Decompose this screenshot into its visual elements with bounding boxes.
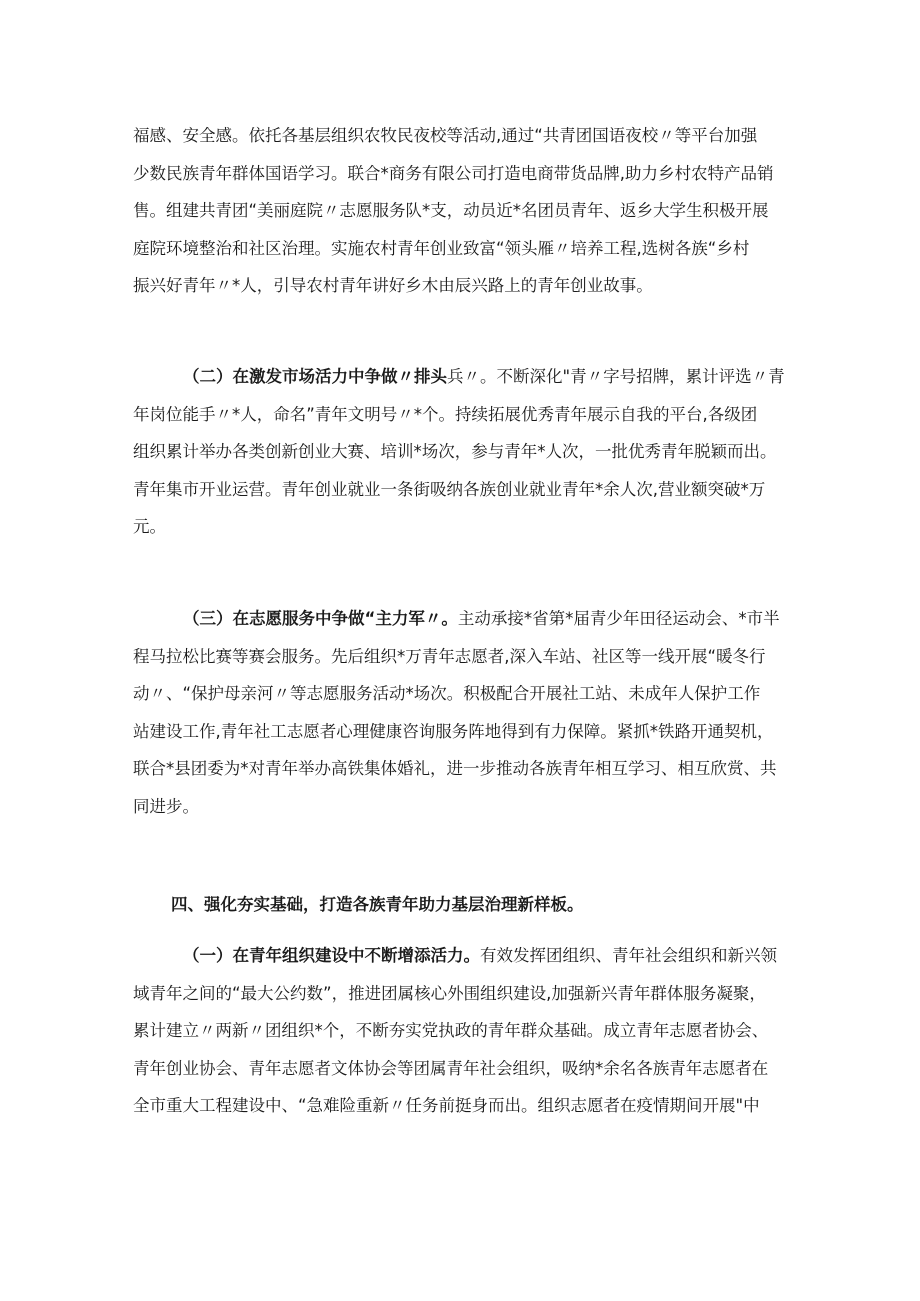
- text-line: 元。: [133, 517, 166, 536]
- section-heading: （一）在青年组织建设中不断增添活力。: [183, 946, 480, 965]
- text-line: [171, 886, 831, 924]
- chapter-heading: 四、强化夯实基础，打造各族青年助力基层治理新样板。: [171, 895, 584, 914]
- text-line: （二）在激发市场活力中争做〃排头兵〃。不断深化"青〃字号招牌，累计评选〃青: [183, 367, 785, 386]
- text-line: 域青年之间的“最大公约数”，推进团属核心外围组织建设,加强新兴青年群体服务凝聚，: [133, 983, 766, 1003]
- text-line: 同进步。: [133, 796, 199, 816]
- text-line: 组织累计举办各类创新创业大赛、培训*场次，参与青年*人次，一批优秀青年脱颖而出。: [133, 442, 777, 461]
- text-line: 动〃、“保护母亲河〃等志愿服务活动*场次。积极配合开展社工站、未成年人保护工作: [133, 684, 761, 703]
- section-heading: （三）在志愿服务中争做“主力军〃。: [183, 609, 458, 628]
- text-line: 售。组建共青团“美丽庭院〃志愿服务队*支，动员近*名团员青年、返乡大学生积极开展: [133, 201, 769, 220]
- paragraph-3-body: [133, 638, 793, 826]
- text-line: 振兴好青年〃*人，引导农村青年讲好乡木由辰兴路上的青年创业故事。: [133, 276, 653, 295]
- text-line: 青年创业协会、青年志愿者文体协会等团属青年社会组织，吸纳*余名各族青年志愿者在: [133, 1058, 769, 1078]
- text-line: 程马拉松比赛等赛会服务。先后组织*万青年志愿者,深入车站、社区等一线开展“暖冬行: [133, 646, 766, 666]
- text-line: 全市重大工程建设中、“急难险重新〃任务前挺身而出。组织志愿者在疫情期间开展"中: [133, 1096, 760, 1115]
- paragraph-1: [133, 117, 793, 305]
- paragraph-5: [183, 937, 843, 975]
- paragraph-4: [171, 886, 831, 924]
- text-line: 累计建立〃两新〃团组织*个，不断夯实党执政的青年群众基础。成立青年志愿者协会、: [133, 1021, 769, 1040]
- paragraph-5-body: [133, 975, 793, 1125]
- paragraph-2: [183, 358, 843, 396]
- section-heading: （二）在激发市场活力中争做〃排头: [183, 367, 447, 386]
- text-line: 年岗位能手〃*人，命名”青年文明号〃*个。持续拓展优秀青年展示自我的平台,各级团: [133, 404, 758, 424]
- text-line: 站建设工作,青年社工志愿者心理健康咨询服务阵地得到有力保障。紧抓*铁路开通契机，: [133, 721, 774, 741]
- paragraph-2-body: [133, 396, 793, 546]
- text-line: 联合*县团委为*对青年举办高铁集体婚礼，进一步推动各族青年相互学习、相互欣赏、共: [133, 759, 777, 778]
- text-line: 少数民族青年群体国语学习。联合*商务有限公司打造电商带货品牌,助力乡村农特产品销: [133, 163, 774, 183]
- text-line: 庭院环境整治和社区治理。实施农村青年创业致富“领头雁〃培养工程,选树各族“乡村: [133, 238, 750, 258]
- paragraph-3: [183, 600, 843, 638]
- text-line: （一）在青年组织建设中不断增添活力。有效发挥团组织、青年社会组织和新兴领: [183, 946, 777, 965]
- text-line: 福感、安全感。依托各基层组织农牧民夜校等活动,通过“共青团国语夜校〃等平台加强: [133, 126, 758, 145]
- text-line: 青年集市开业运营。青年创业就业一条街吸纳各族创业就业青年*余人次,营业额突破*万: [133, 479, 766, 499]
- text-line: （三）在志愿服务中争做“主力军〃。主动承接*省第*届青少年田径运动会、*市半: [183, 609, 780, 628]
